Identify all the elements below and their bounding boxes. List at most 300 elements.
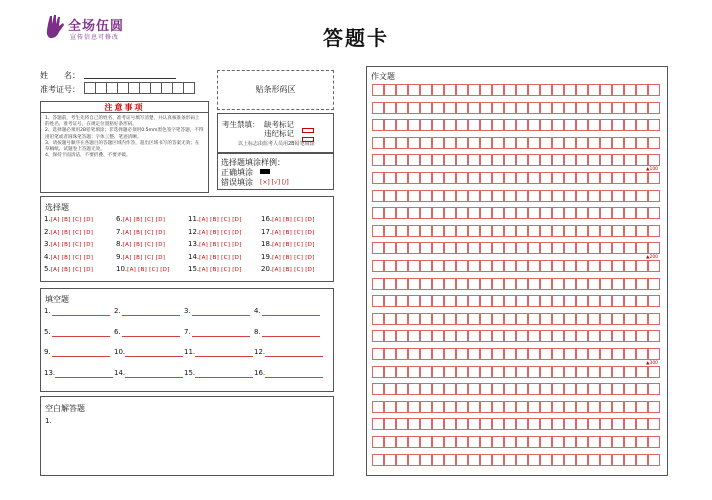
fill-answer-line[interactable] — [52, 356, 110, 357]
fill-answer-line[interactable] — [195, 377, 253, 378]
essay-grid-cell[interactable] — [588, 154, 600, 166]
essay-grid-cell[interactable] — [564, 454, 576, 466]
essay-grid-cell[interactable] — [420, 418, 432, 430]
mc-options[interactable]: [A] [B] [C] [D] — [50, 267, 94, 273]
essay-grid-cell[interactable] — [396, 454, 408, 466]
essay-grid-cell[interactable] — [432, 172, 444, 184]
essay-grid-cell[interactable] — [408, 172, 420, 184]
essay-grid-cell[interactable] — [480, 225, 492, 237]
essay-grid-cell[interactable] — [540, 207, 552, 219]
essay-grid-cell[interactable] — [600, 401, 612, 413]
essay-grid-cell[interactable] — [468, 418, 480, 430]
mc-question-row[interactable] — [188, 253, 242, 261]
essay-grid-cell[interactable] — [420, 225, 432, 237]
fill-answer-line[interactable] — [192, 336, 250, 337]
essay-grid-cell[interactable] — [492, 366, 504, 378]
essay-grid-cell[interactable] — [372, 260, 384, 272]
essay-grid-cell[interactable] — [492, 454, 504, 466]
essay-grid-cell[interactable] — [576, 295, 588, 307]
essay-grid-cell[interactable] — [504, 295, 516, 307]
mc-options[interactable]: [A] [B] [C] [D] — [199, 217, 242, 223]
essay-grid-cell[interactable] — [528, 137, 540, 149]
essay-grid-cell[interactable] — [480, 454, 492, 466]
fill-answer-line[interactable] — [195, 356, 253, 357]
essay-grid-cell[interactable] — [384, 436, 396, 448]
essay-grid-cell[interactable] — [384, 154, 396, 166]
essay-grid-cell[interactable] — [648, 242, 660, 254]
essay-grid-cell[interactable] — [396, 278, 408, 290]
essay-grid-cell[interactable] — [372, 313, 384, 325]
essay-grid-cell[interactable] — [528, 260, 540, 272]
mc-options[interactable]: [A] [B] [C] [D] — [50, 254, 94, 261]
essay-grid-cell[interactable] — [480, 436, 492, 448]
essay-grid-cell[interactable] — [648, 295, 660, 307]
essay-grid-cell[interactable] — [480, 383, 492, 395]
essay-grid-cell[interactable] — [432, 154, 444, 166]
essay-grid-cell[interactable] — [648, 454, 660, 466]
essay-grid-cell[interactable] — [576, 401, 588, 413]
mc-question-row[interactable] — [261, 265, 315, 273]
essay-grid-cell[interactable] — [648, 137, 660, 149]
essay-grid-cell[interactable] — [576, 260, 588, 272]
essay-grid-cell[interactable] — [552, 418, 564, 430]
essay-grid-cell[interactable] — [432, 348, 444, 360]
mc-options[interactable]: [A] [B] [C] [D] — [199, 229, 242, 236]
essay-grid-cell[interactable] — [528, 190, 540, 202]
essay-grid-cell[interactable] — [564, 137, 576, 149]
essay-grid-cell[interactable] — [432, 190, 444, 202]
essay-grid-cell[interactable] — [504, 172, 516, 184]
essay-grid-cell[interactable] — [540, 454, 552, 466]
fill-answer-line[interactable] — [122, 336, 180, 337]
essay-grid-cell[interactable] — [456, 242, 468, 254]
essay-grid-cell[interactable] — [444, 137, 456, 149]
essay-grid-cell[interactable] — [408, 207, 420, 219]
essay-grid-cell[interactable] — [384, 190, 396, 202]
essay-grid-cell[interactable] — [636, 102, 648, 114]
essay-grid-cell[interactable] — [516, 190, 528, 202]
essay-grid-cell[interactable] — [612, 436, 624, 448]
essay-grid-cell[interactable] — [528, 242, 540, 254]
essay-grid-cell[interactable] — [420, 454, 432, 466]
essay-grid-cell[interactable] — [384, 383, 396, 395]
essay-grid-cell[interactable] — [432, 260, 444, 272]
essay-grid-cell[interactable] — [420, 190, 432, 202]
essay-grid-cell[interactable] — [504, 207, 516, 219]
essay-grid-cell[interactable] — [456, 172, 468, 184]
essay-grid-cell[interactable] — [492, 154, 504, 166]
essay-grid-cell[interactable] — [600, 137, 612, 149]
essay-grid-cell[interactable] — [576, 330, 588, 342]
essay-grid-cell[interactable] — [480, 154, 492, 166]
essay-grid-cell[interactable] — [456, 154, 468, 166]
essay-grid-cell[interactable] — [420, 137, 432, 149]
essay-grid-cell[interactable] — [528, 84, 540, 96]
essay-grid-cell[interactable] — [420, 348, 432, 360]
essay-grid-cell[interactable] — [588, 454, 600, 466]
essay-grid-cell[interactable] — [432, 119, 444, 131]
mc-question-row[interactable] — [44, 265, 93, 273]
essay-grid-cell[interactable] — [492, 225, 504, 237]
essay-grid-cell[interactable] — [564, 278, 576, 290]
essay-grid-cell[interactable] — [588, 242, 600, 254]
mc-options[interactable]: [A] [B] [C] [D] — [122, 242, 166, 248]
essay-grid-cell[interactable] — [456, 418, 468, 430]
essay-grid-cell[interactable] — [372, 102, 384, 114]
essay-grid-cell[interactable] — [540, 172, 552, 184]
essay-grid-cell[interactable] — [420, 242, 432, 254]
essay-grid-cell[interactable] — [612, 260, 624, 272]
essay-grid-cell[interactable] — [468, 313, 480, 325]
essay-grid-cell[interactable] — [624, 190, 636, 202]
essay-grid-cell[interactable] — [492, 102, 504, 114]
essay-grid-cell[interactable] — [600, 260, 612, 272]
essay-grid-cell[interactable] — [564, 119, 576, 131]
essay-grid-cell[interactable] — [588, 260, 600, 272]
essay-grid-cell[interactable] — [552, 242, 564, 254]
essay-grid-cell[interactable] — [408, 84, 420, 96]
essay-grid-cell[interactable] — [480, 242, 492, 254]
essay-grid-cell[interactable] — [600, 454, 612, 466]
essay-grid-cell[interactable] — [636, 84, 648, 96]
essay-grid-cell[interactable] — [600, 418, 612, 430]
essay-grid-cell[interactable] — [624, 225, 636, 237]
essay-grid-cell[interactable] — [396, 137, 408, 149]
essay-grid-cell[interactable] — [384, 278, 396, 290]
essay-grid-cell[interactable] — [516, 172, 528, 184]
essay-grid-cell[interactable] — [540, 137, 552, 149]
mc-question-row[interactable] — [44, 240, 93, 248]
essay-grid-cell[interactable] — [504, 242, 516, 254]
essay-grid-cell[interactable] — [420, 154, 432, 166]
essay-grid-cell[interactable] — [528, 295, 540, 307]
essay-grid-cell[interactable] — [396, 295, 408, 307]
essay-grid-cell[interactable] — [444, 366, 456, 378]
essay-grid-cell[interactable] — [480, 418, 492, 430]
essay-grid-cell[interactable] — [540, 295, 552, 307]
essay-grid-cell[interactable] — [612, 383, 624, 395]
essay-grid-cell[interactable] — [372, 366, 384, 378]
essay-grid-cell[interactable] — [552, 84, 564, 96]
essay-grid-cell[interactable] — [456, 225, 468, 237]
essay-grid-cell[interactable] — [516, 313, 528, 325]
essay-grid-cell[interactable] — [516, 454, 528, 466]
essay-grid-cell[interactable] — [648, 436, 660, 448]
essay-grid-cell[interactable] — [396, 242, 408, 254]
essay-grid-cell[interactable] — [480, 348, 492, 360]
essay-grid-cell[interactable] — [396, 401, 408, 413]
essay-grid-cell[interactable] — [540, 418, 552, 430]
essay-grid-cell[interactable] — [444, 154, 456, 166]
essay-grid-cell[interactable] — [576, 172, 588, 184]
essay-grid-cell[interactable] — [564, 348, 576, 360]
essay-grid-cell[interactable] — [468, 172, 480, 184]
essay-grid-cell[interactable] — [576, 154, 588, 166]
essay-grid-cell[interactable] — [468, 207, 480, 219]
essay-grid-cell[interactable] — [432, 84, 444, 96]
essay-grid-cell[interactable] — [636, 366, 648, 378]
essay-grid-cell[interactable] — [636, 154, 648, 166]
essay-grid-cell[interactable] — [636, 190, 648, 202]
essay-grid-cell[interactable] — [516, 225, 528, 237]
essay-grid-cell[interactable] — [624, 348, 636, 360]
essay-grid-cell[interactable] — [456, 278, 468, 290]
essay-grid-cell[interactable] — [444, 119, 456, 131]
essay-grid-cell[interactable] — [480, 190, 492, 202]
essay-grid-cell[interactable] — [384, 137, 396, 149]
essay-grid-cell[interactable] — [624, 119, 636, 131]
essay-grid-cell[interactable] — [468, 84, 480, 96]
essay-grid-cell[interactable] — [552, 190, 564, 202]
essay-grid-cell[interactable] — [468, 366, 480, 378]
essay-grid-cell[interactable] — [504, 119, 516, 131]
fill-answer-line[interactable] — [122, 315, 180, 316]
essay-grid-cell[interactable] — [624, 366, 636, 378]
essay-grid-cell[interactable] — [408, 330, 420, 342]
essay-grid-cell[interactable] — [576, 225, 588, 237]
essay-grid-cell[interactable] — [528, 207, 540, 219]
essay-grid-cell[interactable] — [624, 454, 636, 466]
essay-grid-cell[interactable] — [444, 401, 456, 413]
essay-grid-cell[interactable] — [636, 225, 648, 237]
essay-grid-cell[interactable] — [396, 418, 408, 430]
essay-grid-cell[interactable] — [612, 119, 624, 131]
essay-grid-cell[interactable] — [408, 225, 420, 237]
essay-grid-cell[interactable] — [492, 348, 504, 360]
essay-grid-cell[interactable] — [636, 119, 648, 131]
essay-grid-cell[interactable] — [420, 366, 432, 378]
mc-question-row[interactable] — [116, 215, 165, 223]
essay-grid-cell[interactable] — [504, 366, 516, 378]
essay-grid-cell[interactable] — [480, 330, 492, 342]
essay-grid-cell[interactable] — [576, 454, 588, 466]
mc-question-row[interactable] — [261, 228, 315, 236]
essay-grid-cell[interactable] — [516, 348, 528, 360]
essay-grid-cell[interactable] — [504, 401, 516, 413]
essay-grid-cell[interactable] — [648, 172, 660, 184]
essay-grid-cell[interactable] — [420, 295, 432, 307]
essay-grid-cell[interactable] — [504, 260, 516, 272]
essay-grid-cell[interactable] — [528, 383, 540, 395]
essay-grid-cell[interactable] — [384, 330, 396, 342]
essay-grid-cell[interactable] — [492, 84, 504, 96]
essay-grid-cell[interactable] — [540, 401, 552, 413]
essay-grid-cell[interactable] — [420, 383, 432, 395]
essay-grid-cell[interactable] — [384, 172, 396, 184]
essay-grid-cell[interactable] — [624, 84, 636, 96]
essay-grid-cell[interactable] — [516, 330, 528, 342]
essay-grid-cell[interactable] — [636, 401, 648, 413]
essay-grid-cell[interactable] — [588, 383, 600, 395]
essay-grid-cell[interactable] — [540, 242, 552, 254]
essay-grid-cell[interactable] — [612, 278, 624, 290]
essay-grid-cell[interactable] — [576, 242, 588, 254]
mc-question-row[interactable] — [261, 240, 315, 248]
essay-grid-cell[interactable] — [384, 84, 396, 96]
essay-grid-cell[interactable] — [444, 172, 456, 184]
essay-grid-cell[interactable] — [480, 278, 492, 290]
essay-grid-cell[interactable] — [576, 207, 588, 219]
essay-grid-cell[interactable] — [636, 313, 648, 325]
essay-grid-cell[interactable] — [396, 102, 408, 114]
essay-grid-cell[interactable] — [636, 242, 648, 254]
essay-grid-cell[interactable] — [384, 119, 396, 131]
essay-grid-cell[interactable] — [612, 207, 624, 219]
essay-grid-cell[interactable] — [588, 295, 600, 307]
essay-grid-cell[interactable] — [480, 172, 492, 184]
essay-grid-cell[interactable] — [576, 137, 588, 149]
essay-grid-cell[interactable] — [648, 84, 660, 96]
essay-grid-cell[interactable] — [528, 401, 540, 413]
essay-grid-cell[interactable] — [636, 137, 648, 149]
essay-grid-cell[interactable] — [396, 119, 408, 131]
essay-grid-cell[interactable] — [480, 102, 492, 114]
essay-grid-cell[interactable] — [492, 383, 504, 395]
essay-grid-cell[interactable] — [516, 84, 528, 96]
essay-grid-cell[interactable] — [648, 278, 660, 290]
essay-grid-cell[interactable] — [600, 313, 612, 325]
essay-grid-cell[interactable] — [456, 366, 468, 378]
essay-grid-cell[interactable] — [384, 207, 396, 219]
essay-grid-cell[interactable] — [444, 436, 456, 448]
essay-grid-cell[interactable] — [492, 207, 504, 219]
essay-grid-cell[interactable] — [624, 172, 636, 184]
mc-question-row[interactable] — [188, 265, 242, 273]
essay-grid-cell[interactable] — [396, 313, 408, 325]
essay-grid-cell[interactable] — [456, 84, 468, 96]
essay-grid-cell[interactable] — [636, 295, 648, 307]
essay-grid-cell[interactable] — [420, 436, 432, 448]
essay-grid-cell[interactable] — [612, 190, 624, 202]
essay-grid-cell[interactable] — [624, 207, 636, 219]
essay-grid-cell[interactable] — [600, 330, 612, 342]
essay-grid-cell[interactable] — [444, 190, 456, 202]
essay-grid-cell[interactable] — [420, 102, 432, 114]
mc-options[interactable]: [A] [B] [C] [D] — [127, 267, 170, 273]
essay-grid-cell[interactable] — [564, 401, 576, 413]
essay-grid-cell[interactable] — [648, 119, 660, 131]
essay-grid-cell[interactable] — [564, 313, 576, 325]
essay-grid-cell[interactable] — [480, 137, 492, 149]
essay-grid-cell[interactable] — [444, 383, 456, 395]
essay-grid-cell[interactable] — [540, 348, 552, 360]
essay-grid-cell[interactable] — [504, 278, 516, 290]
essay-grid-cell[interactable] — [504, 348, 516, 360]
essay-grid-cell[interactable] — [528, 102, 540, 114]
essay-grid-cell[interactable] — [564, 207, 576, 219]
essay-grid-cell[interactable] — [516, 119, 528, 131]
essay-grid-cell[interactable] — [624, 260, 636, 272]
essay-grid-cell[interactable] — [564, 172, 576, 184]
essay-grid-cell[interactable] — [648, 330, 660, 342]
fill-answer-line[interactable] — [52, 336, 110, 337]
essay-grid-cell[interactable] — [600, 225, 612, 237]
essay-grid-cell[interactable] — [552, 172, 564, 184]
essay-grid-cell[interactable] — [444, 225, 456, 237]
essay-grid-cell[interactable] — [516, 137, 528, 149]
essay-grid-cell[interactable] — [540, 154, 552, 166]
essay-grid-cell[interactable] — [600, 366, 612, 378]
mc-question-row[interactable] — [188, 215, 242, 223]
essay-grid-cell[interactable] — [468, 102, 480, 114]
essay-grid-cell[interactable] — [552, 207, 564, 219]
essay-grid-cell[interactable] — [432, 436, 444, 448]
essay-grid-cell[interactable] — [516, 418, 528, 430]
mc-options[interactable]: [A] [B] [C] [D] — [199, 267, 242, 273]
essay-grid-cell[interactable] — [600, 278, 612, 290]
essay-grid-cell[interactable] — [588, 313, 600, 325]
essay-grid-cell[interactable] — [444, 330, 456, 342]
essay-grid-cell[interactable] — [408, 119, 420, 131]
essay-grid-cell[interactable] — [468, 190, 480, 202]
essay-grid-cell[interactable] — [456, 436, 468, 448]
essay-grid-cell[interactable] — [444, 295, 456, 307]
essay-grid-cell[interactable] — [444, 260, 456, 272]
essay-grid-cell[interactable] — [372, 137, 384, 149]
essay-grid-cell[interactable] — [564, 260, 576, 272]
essay-grid-cell[interactable] — [372, 295, 384, 307]
essay-grid-cell[interactable] — [408, 418, 420, 430]
essay-grid-cell[interactable] — [564, 436, 576, 448]
essay-grid-cell[interactable] — [516, 278, 528, 290]
essay-grid-cell[interactable] — [600, 295, 612, 307]
essay-grid-cell[interactable] — [648, 154, 660, 166]
essay-grid-cell[interactable] — [432, 225, 444, 237]
essay-grid-cell[interactable] — [432, 313, 444, 325]
essay-grid-cell[interactable] — [588, 278, 600, 290]
essay-grid-cell[interactable] — [636, 207, 648, 219]
essay-grid-cell[interactable] — [372, 242, 384, 254]
essay-grid-cell[interactable] — [408, 295, 420, 307]
essay-grid-cell[interactable] — [492, 418, 504, 430]
essay-grid-cell[interactable] — [552, 436, 564, 448]
essay-grid-cell[interactable] — [636, 278, 648, 290]
essay-grid-cell[interactable] — [444, 207, 456, 219]
essay-grid-cell[interactable] — [600, 436, 612, 448]
essay-grid-cell[interactable] — [432, 295, 444, 307]
essay-grid-cell[interactable] — [432, 102, 444, 114]
mc-question-row[interactable] — [44, 215, 93, 223]
essay-grid-cell[interactable] — [372, 418, 384, 430]
essay-grid-cell[interactable] — [408, 454, 420, 466]
essay-grid-cell[interactable] — [624, 137, 636, 149]
essay-grid-cell[interactable] — [396, 225, 408, 237]
essay-grid-cell[interactable] — [600, 190, 612, 202]
essay-grid-cell[interactable] — [420, 84, 432, 96]
essay-grid-cell[interactable] — [480, 295, 492, 307]
essay-grid-cell[interactable] — [600, 172, 612, 184]
essay-grid-cell[interactable] — [540, 119, 552, 131]
essay-grid-cell[interactable] — [396, 84, 408, 96]
essay-grid-cell[interactable] — [612, 225, 624, 237]
essay-grid-cell[interactable] — [612, 84, 624, 96]
essay-grid-cell[interactable] — [372, 330, 384, 342]
mc-question-row[interactable] — [116, 265, 170, 273]
essay-grid-cell[interactable] — [612, 454, 624, 466]
essay-grid-cell[interactable] — [624, 102, 636, 114]
essay-grid-cell[interactable] — [636, 418, 648, 430]
essay-grid-cell[interactable] — [396, 154, 408, 166]
essay-grid-cell[interactable] — [612, 154, 624, 166]
essay-grid-cell[interactable] — [552, 119, 564, 131]
essay-grid-cell[interactable] — [552, 295, 564, 307]
essay-grid-cell[interactable] — [480, 366, 492, 378]
essay-grid-cell[interactable] — [384, 313, 396, 325]
essay-grid-cell[interactable] — [540, 383, 552, 395]
essay-grid-cell[interactable] — [456, 102, 468, 114]
essay-grid-cell[interactable] — [588, 401, 600, 413]
essay-grid-cell[interactable] — [576, 102, 588, 114]
